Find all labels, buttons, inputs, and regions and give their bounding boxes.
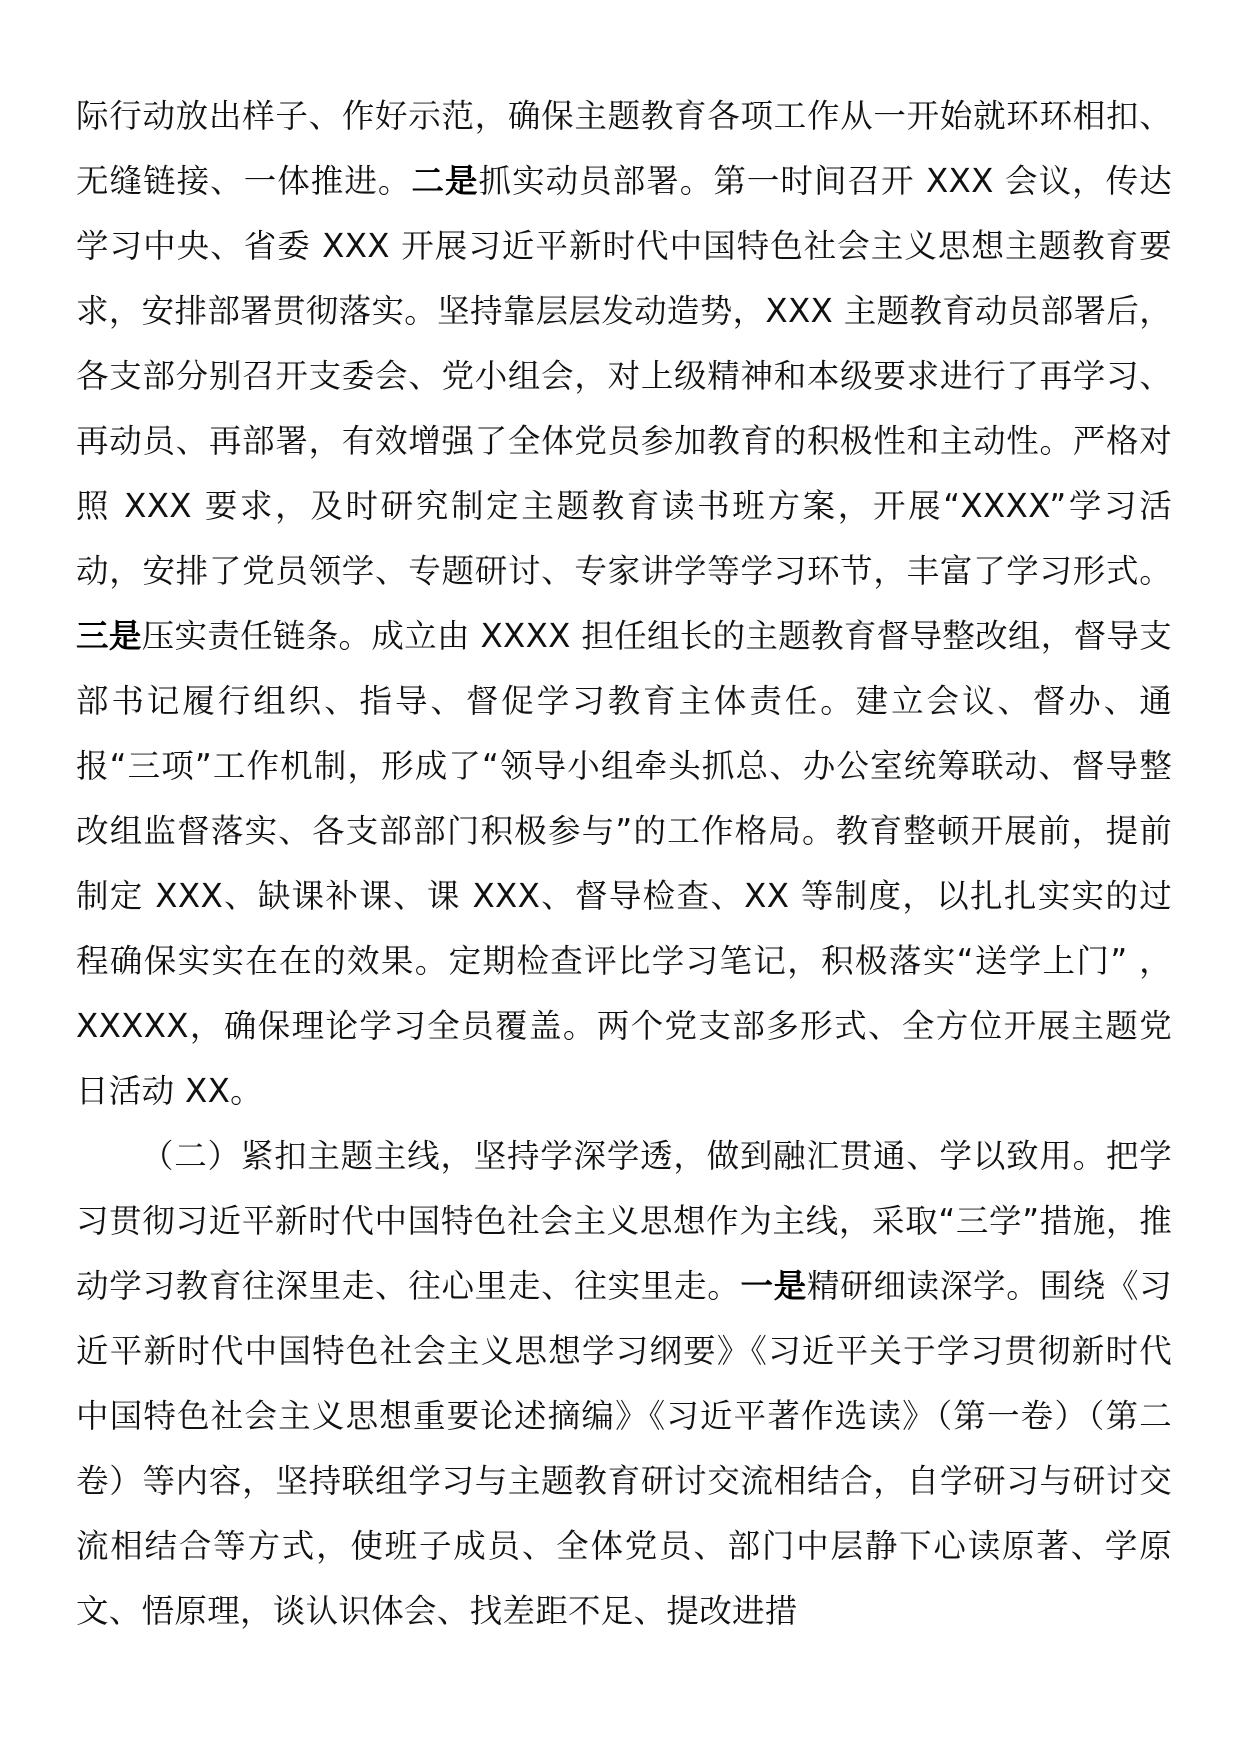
- paragraph-continued: [76, 84, 1172, 1124]
- paragraph-1-text-b: 抓实动员部署。第一时间召开 XXX 会议，传达学习中央、省委 XXX 开展习近平新时代中国特色社会主义思想主题教育要求，安排部署贯彻落实。坚持靠层层发动造势，XXX 主题教育动员部署后，各支部分别召开支委会、党小组会，对上级精神和本级要求进行了再学习、再动员、再部署，有效增强了全体党员参加教育的积极性和主动性。严格对照 XXX 要求，及时研究制定主题教育读书班方案，开展“XXXX”学习活动，安排了党员领学、专题研讨、专家讲学等学习环节，丰富了学习形式。: [76, 162, 1172, 590]
- paragraph-1-text-c: 压实责任链条。成立由 XXXX 担任组长的主题教育督导整改组，督导支部书记履行组织、指导、督促学习教育主体责任。建立会议、督办、通报“三项”工作机制，形成了“领导小组牵头抓总、办公室统筹联动、督导整改组监督落实、各支部部门积极参与”的工作格局。教育整顿开展前，提前制定 XXX、缺课补课、课 XXX、督导检查、XX 等制度，以扎扎实实的过程确保实实在在的效果。定期检查评比学习笔记，积极落实“送学上门” ，XXXXX，确保理论学习全员覆盖。两个党支部多形式、全方位开展主题党日活动 XX。: [76, 617, 1172, 1110]
- document-page: [76, 84, 1172, 1644]
- section-two-heading-text: （二）紧扣主题主线，坚持学深学透，做到融汇贯通、学以致用。把学习贯彻习近平新时代中国特色社会主义思想作为主线，采取“三学”措施，推动学习教育往深里走、往心里走、往实里走。: [76, 1137, 1172, 1305]
- point-two-lead: 二是: [411, 162, 479, 200]
- paragraph-2-text-b: 精研细读深学。围绕《习近平新时代中国特色社会主义思想学习纲要》《习近平关于学习贯彻新时代中国特色社会主义思想重要论述摘编》《习近平著作选读》（第一卷）（第二卷）等内容，坚持联组学习与主题教育研讨交流相结合，自学研习与研讨交流相结合等方式，使班子成员、全体党员、部门中层静下心读原著、学原文、悟原理，谈认识体会、找差距不足、提改进措: [76, 1267, 1172, 1630]
- point-three-lead: 三是: [76, 617, 142, 655]
- paragraph-1-text-a: 际行动放出样子、作好示范，确保主题教育各项工作从一开始就环环相扣、无缝链接、一体推进。: [76, 97, 1172, 200]
- point-one-lead: 一是: [740, 1267, 807, 1305]
- section-two-paragraph: [76, 1124, 1172, 1644]
